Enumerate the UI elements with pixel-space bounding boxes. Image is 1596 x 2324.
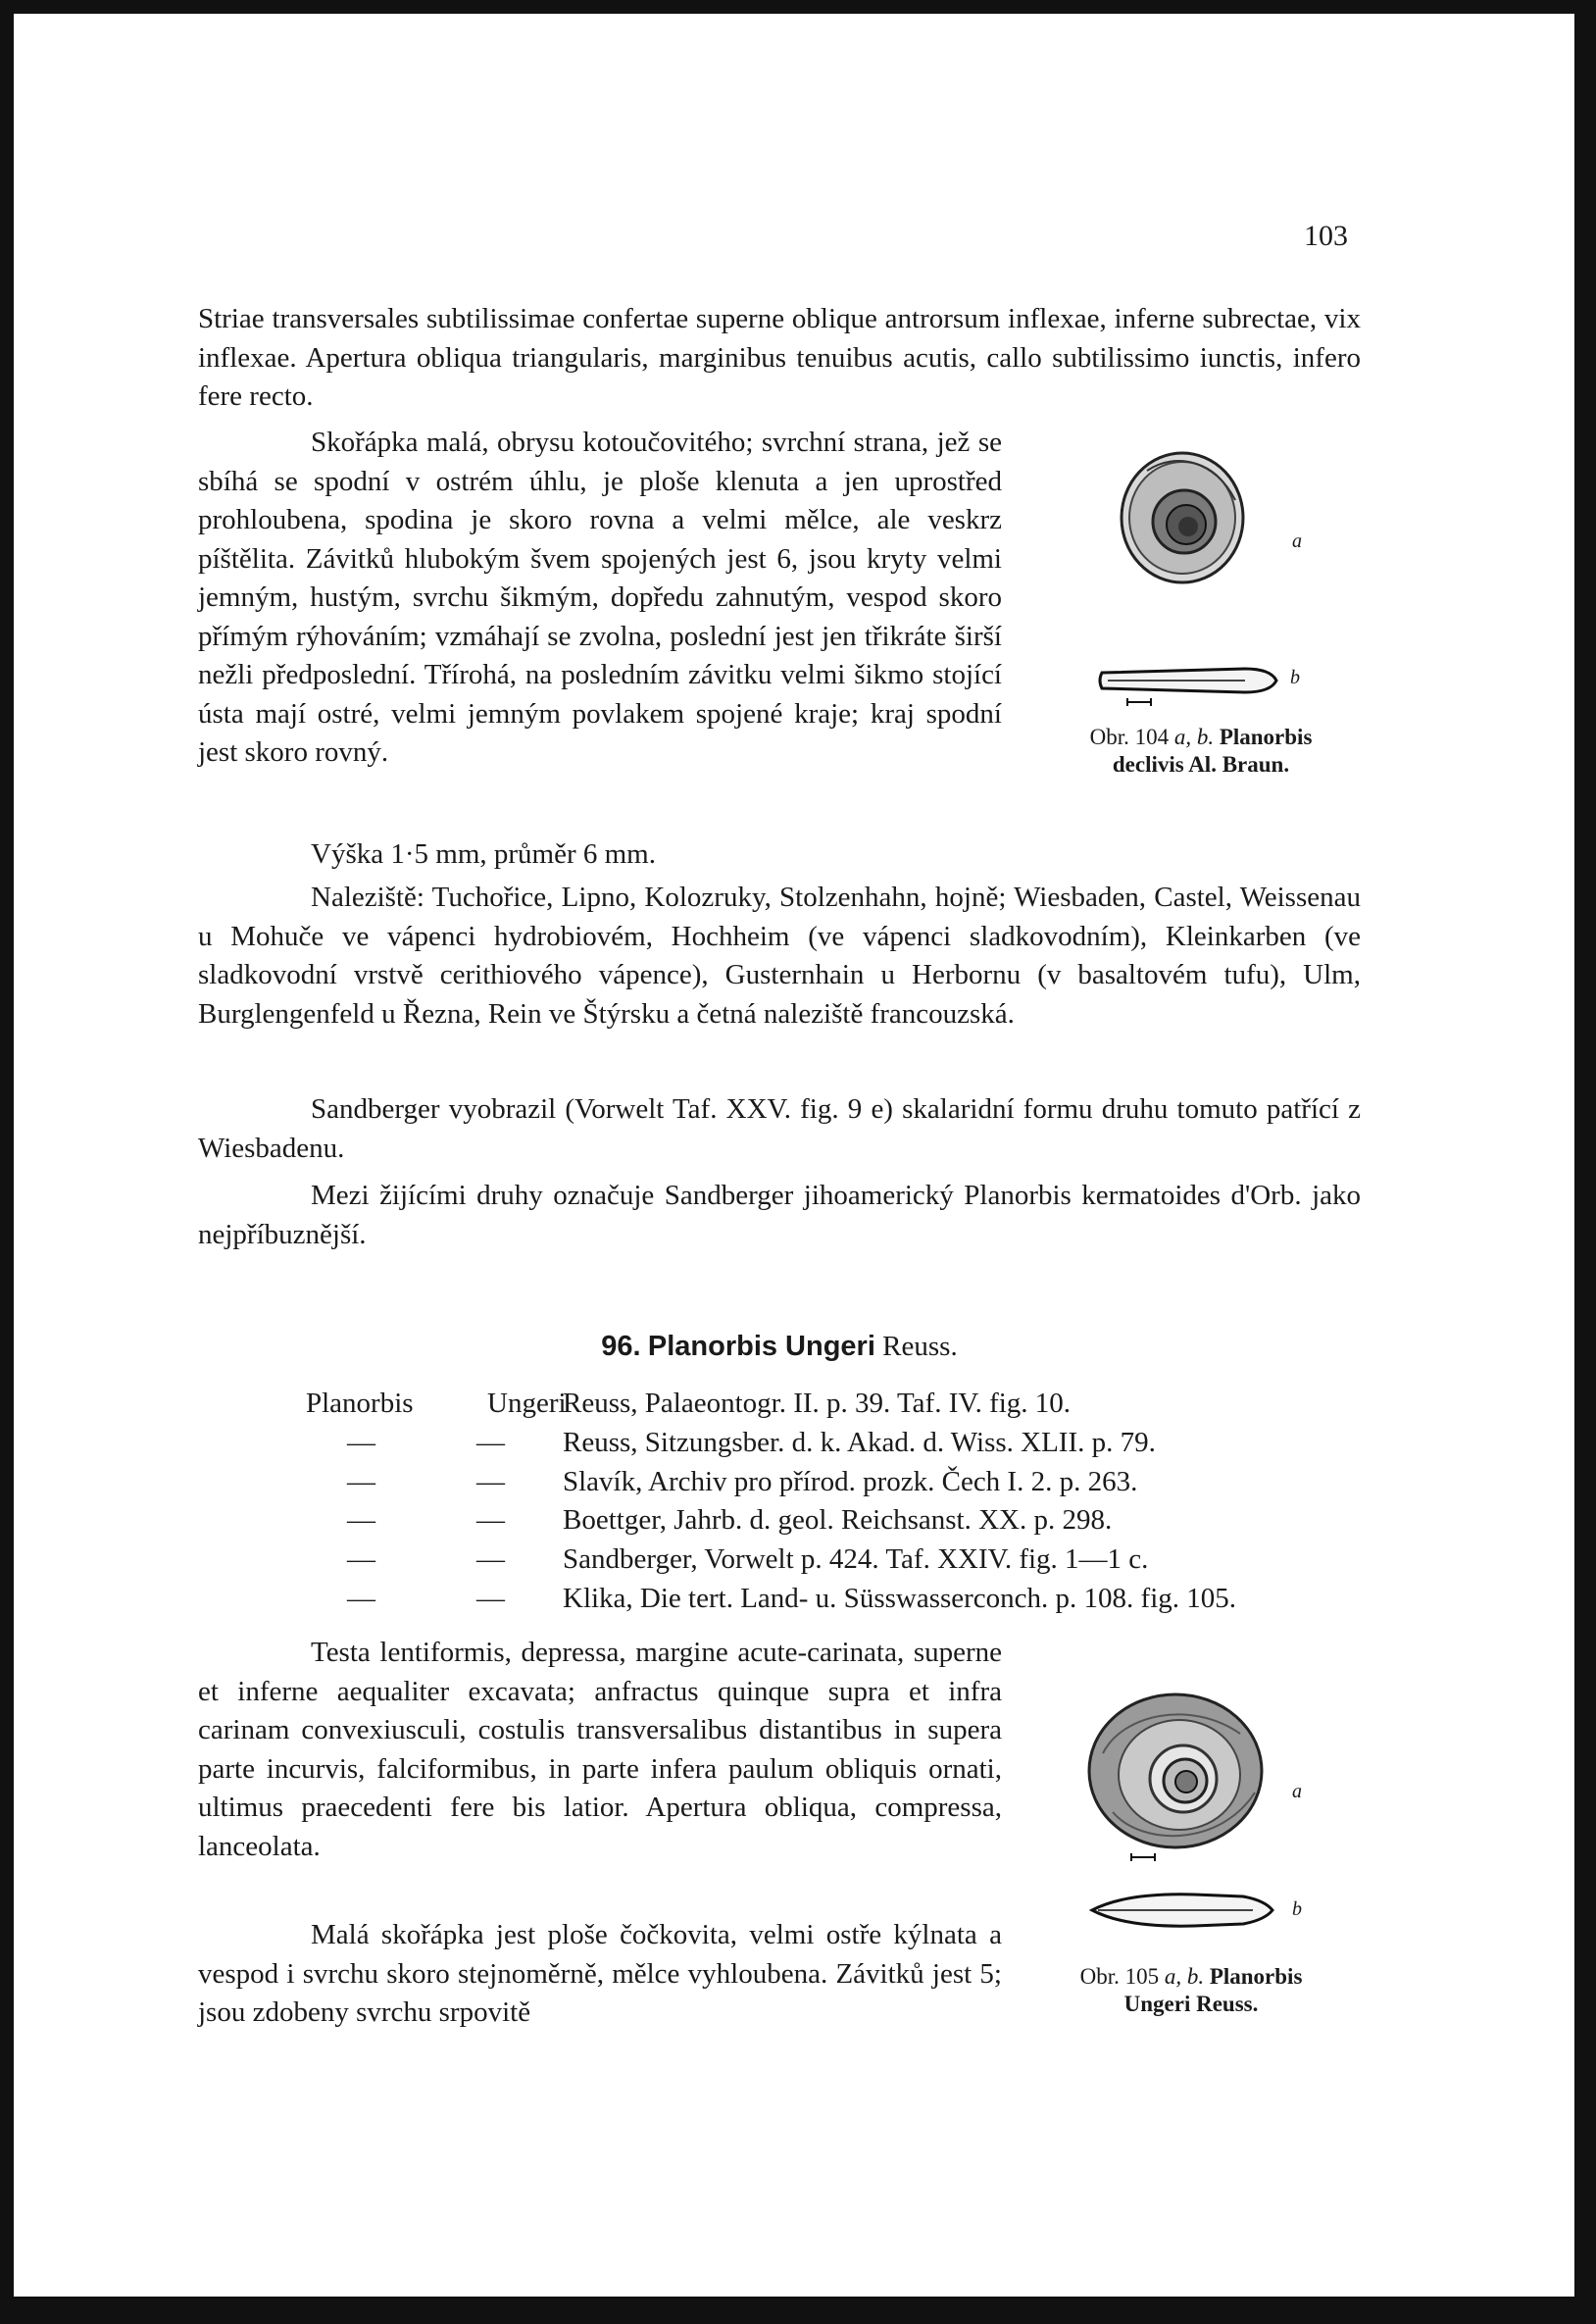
synonymy-row — [306, 1385, 1374, 1424]
figure-104-shell-illustration — [1088, 431, 1294, 598]
czech-description-paragraph-2: Malá skořápka jest ploše čočkovita, velmi ostře kýlnata a vespod i svrchu skoro stejnoměrně, mělce vyhloubena. Závitků jest 5; jsou zdobeny svrchu srpovitě — [198, 1919, 1002, 2028]
figure-105-caption-line2: Ungeri Reuss. — [1123, 1992, 1259, 2016]
synonymy-species: Ungeri — [487, 1388, 567, 1419]
synonymy-dash: — — [476, 1465, 505, 1497]
synonymy-row — [306, 1424, 1374, 1463]
synonymy-dash: — — [347, 1543, 375, 1576]
synonymy-row — [306, 1541, 1374, 1580]
species-number: 96. — [601, 1331, 641, 1362]
living-relative-paragraph: Mezi žijícími druhy označuje Sandberger jihoamerický Planorbis kermatoides d'Orb. jako nejpříbuznější. — [198, 1180, 1361, 1250]
synonymy-reference: Reuss, Sitzungsber. d. k. Akad. d. Wiss. XLII. p. 79. — [563, 1426, 1156, 1458]
figure-105-label-a: a — [1292, 1781, 1302, 1802]
czech-description-paragraph: Skořápka malá, obrysu kotoučovitého; svrchní strana, jež se sbíhá se spodní v ostrém úhlu, je ploše klenuta a jen uprostřed prohloubena, spodina je skoro rovna a velmi mělce, ale veskrz píštělita. Závitků hlubokým švem spojených jest 6, jsou kryty velmi jemným, hustým, svrchu šikmým, dopředu zahnutým, vespod skoro přímým rýhováním; vzmáhají se zvolna, poslední jest jen třikráte širší nežli předposlední. Třírohá, na posledním závitku velmi šikmo stojící ústa mají ostré, velmi jemným povlakem spojené kraje; kraj spodní jest skoro rovný. — [198, 427, 1002, 768]
synonymy-reference: Boettger, Jahrb. d. geol. Reichsanst. XX. p. 298. — [563, 1504, 1113, 1537]
figure-105-shell-side-view — [1086, 1851, 1292, 1930]
scan-border-right — [1574, 0, 1596, 2324]
figure-104-side-view-drawing — [1098, 655, 1294, 706]
sandberger-note-paragraph: Sandberger vyobrazil (Vorwelt Taf. XXV. fig. 9 e) skalaridní formu druhu tomuto patřící z Wiesbadenu. — [198, 1093, 1361, 1164]
scan-border-left — [0, 0, 14, 2324]
figure-105-shell-top-view — [1073, 1685, 1279, 1861]
figure-104-caption-genus: Planorbis — [1219, 725, 1313, 749]
figure-104-caption — [1034, 724, 1368, 779]
synonymy-dash: — — [347, 1426, 375, 1458]
synonymy-dash: — — [476, 1426, 505, 1458]
synonymy-row — [306, 1580, 1374, 1619]
figure-104-label-a: a — [1292, 530, 1302, 552]
synonymy-list — [306, 1385, 1374, 1619]
figure-104-shell-side-view — [1098, 655, 1294, 706]
figure-104-caption-line2: declivis Al. Braun. — [1112, 752, 1290, 777]
synonymy-row — [306, 1501, 1374, 1541]
species-author: Reuss. — [882, 1331, 958, 1362]
synonymy-dash: — — [347, 1582, 375, 1614]
synonymy-dash: — — [476, 1543, 505, 1576]
figure-105-caption-prefix: Obr. 105 — [1079, 1964, 1160, 1989]
synonymy-dash: — — [347, 1465, 375, 1497]
figure-104-caption-line1 — [1034, 724, 1368, 751]
figure-104-caption-letters: a, b. — [1173, 725, 1215, 749]
latin-diagnosis-paragraph: Striae transversales subtilissimae confertae superne oblique antrorsum inflexae, inferne subrectae, vix inflexae. Apertura obliqua triangularis, marginibus tenuibus acutis, callo subtilissimo iunctis, infero fere recto. — [198, 303, 1361, 412]
synonymy-dash: — — [476, 1582, 505, 1614]
synonymy-dash: — — [347, 1504, 375, 1537]
latin-diagnosis-paragraph-2: Testa lentiformis, depressa, margine acute-carinata, superne et inferne aequaliter excavata; anfractus quinque supra et infra carinam convexiusculi, costulis transversalibus distantibus in supera parte incurvis, falciformibus, in parte infera paulum obliquis ornati, ultimus praecedenti fere bis latior. Apertura obliqua, compressa, lanceolata. — [198, 1637, 1002, 1862]
figure-105-shell-illustration — [1073, 1685, 1279, 1861]
synonymy-dash: — — [476, 1504, 505, 1537]
figure-104-shell-top-view — [1088, 431, 1294, 598]
synonymy-reference: Sandberger, Vorwelt p. 424. Taf. XXIV. fig. 1—1 c. — [563, 1543, 1149, 1576]
synonymy-reference: Slavík, Archiv pro přírod. prozk. Čech I. 2. p. 263. — [563, 1465, 1138, 1497]
page-number: 103 — [1304, 220, 1348, 252]
species-name: Planorbis Ungeri — [647, 1331, 875, 1362]
figure-105-caption-line1 — [1020, 1963, 1363, 1991]
synonymy-reference: Reuss, Palaeontogr. II. p. 39. Taf. IV. fig. 10. — [563, 1388, 1072, 1419]
dimensions-paragraph: Výška 1·5 mm, průměr 6 mm. — [311, 838, 656, 870]
figure-105-side-view-drawing — [1086, 1851, 1292, 1930]
synonymy-reference: Klika, Die tert. Land- u. Süsswasserconch. p. 108. fig. 105. — [563, 1582, 1237, 1614]
synonymy-genus: Planorbis — [306, 1388, 414, 1419]
figure-105-caption-letters: a, b. — [1164, 1964, 1205, 1989]
figure-105-caption-genus: Planorbis — [1209, 1964, 1303, 1989]
localities-paragraph: Naleziště: Tuchořice, Lipno, Kolozruky, Stolzenhahn, hojně; Wiesbaden, Castel, Weissenau u Mohuče ve vápenci hydrobiovém, Hochheim (ve vápenci sladkovodním), Kleinkarben (ve sladkovodní vrstvě cerithiového vápence), Gusternhain u Herbornu (v basaltovém tufu), Ulm, Burglengenfeld u Řezna, Rein ve Štýrsku a četná naleziště francouzská. — [198, 882, 1361, 1030]
scan-border-bottom — [0, 2297, 1596, 2324]
figure-104-caption-prefix: Obr. 104 — [1089, 725, 1170, 749]
figure-105-label-b: b — [1292, 1898, 1302, 1920]
figure-104-label-b: b — [1290, 667, 1300, 688]
species-heading — [198, 1331, 1361, 1363]
scan-border-top — [0, 0, 1596, 14]
synonymy-row — [306, 1463, 1374, 1502]
figure-105-caption — [1020, 1963, 1363, 2018]
